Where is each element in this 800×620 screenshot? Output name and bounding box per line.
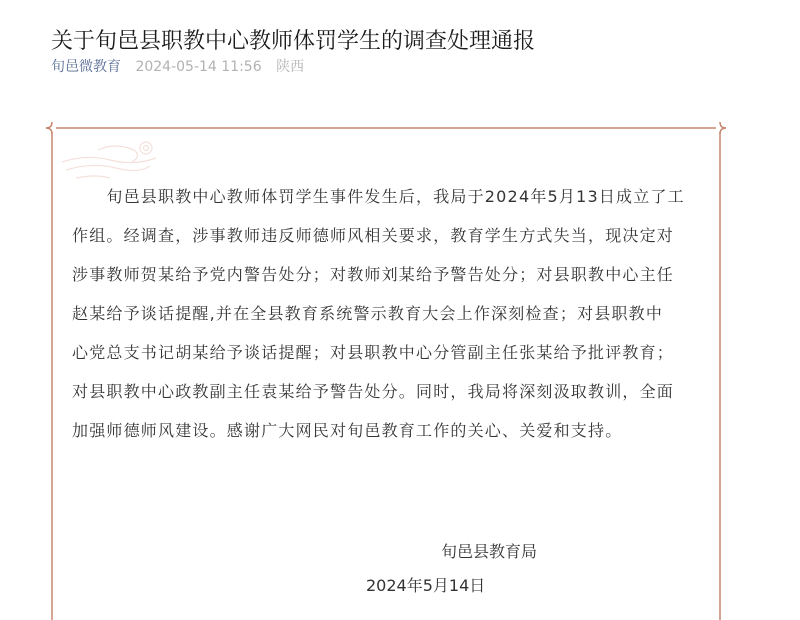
body-line: 心党总支书记胡某给予谈话提醒；对县职教中心分管副主任张某给予批评教育； [72, 343, 675, 362]
article-meta [51, 57, 304, 77]
publish-location: 陕西 [276, 59, 305, 75]
body-paragraph [72, 177, 708, 450]
body-line: 涉事教师贺某给予党内警告处分；对教师刘某给予警告处分；对县职教中心主任 [72, 265, 675, 284]
body-line: 对县职教中心政教副主任袁某给予警告处分。同时，我局将深刻汲取教训，全面 [72, 382, 675, 401]
body-line: 作组。经调查，涉事教师违反师德师风相关要求，教育学生方式失当，现决定对 [72, 226, 675, 245]
issue-date: 2024年5月14日 [366, 576, 486, 595]
publish-time: 2024-05-14 11:56 [135, 59, 262, 75]
body-line: 旬邑县职教中心教师体罚学生事件发生后，我局于2024年5月13日成立了工 [72, 187, 685, 206]
body-line: 赵某给予谈话提醒,并在全县教育系统警示教育大会上作深刻检查；对县职教中 [72, 304, 664, 323]
body-line: 加强师德师风建设。感谢广大网民对旬邑教育工作的关心、关爱和支持。 [72, 421, 623, 440]
article-body [72, 177, 708, 450]
account-name-link[interactable]: 旬邑微教育 [51, 59, 121, 75]
issuer-signature: 旬邑县教育局 [441, 542, 538, 561]
article-title: 关于旬邑县职教中心教师体罚学生的调查处理通报 [51, 28, 536, 54]
